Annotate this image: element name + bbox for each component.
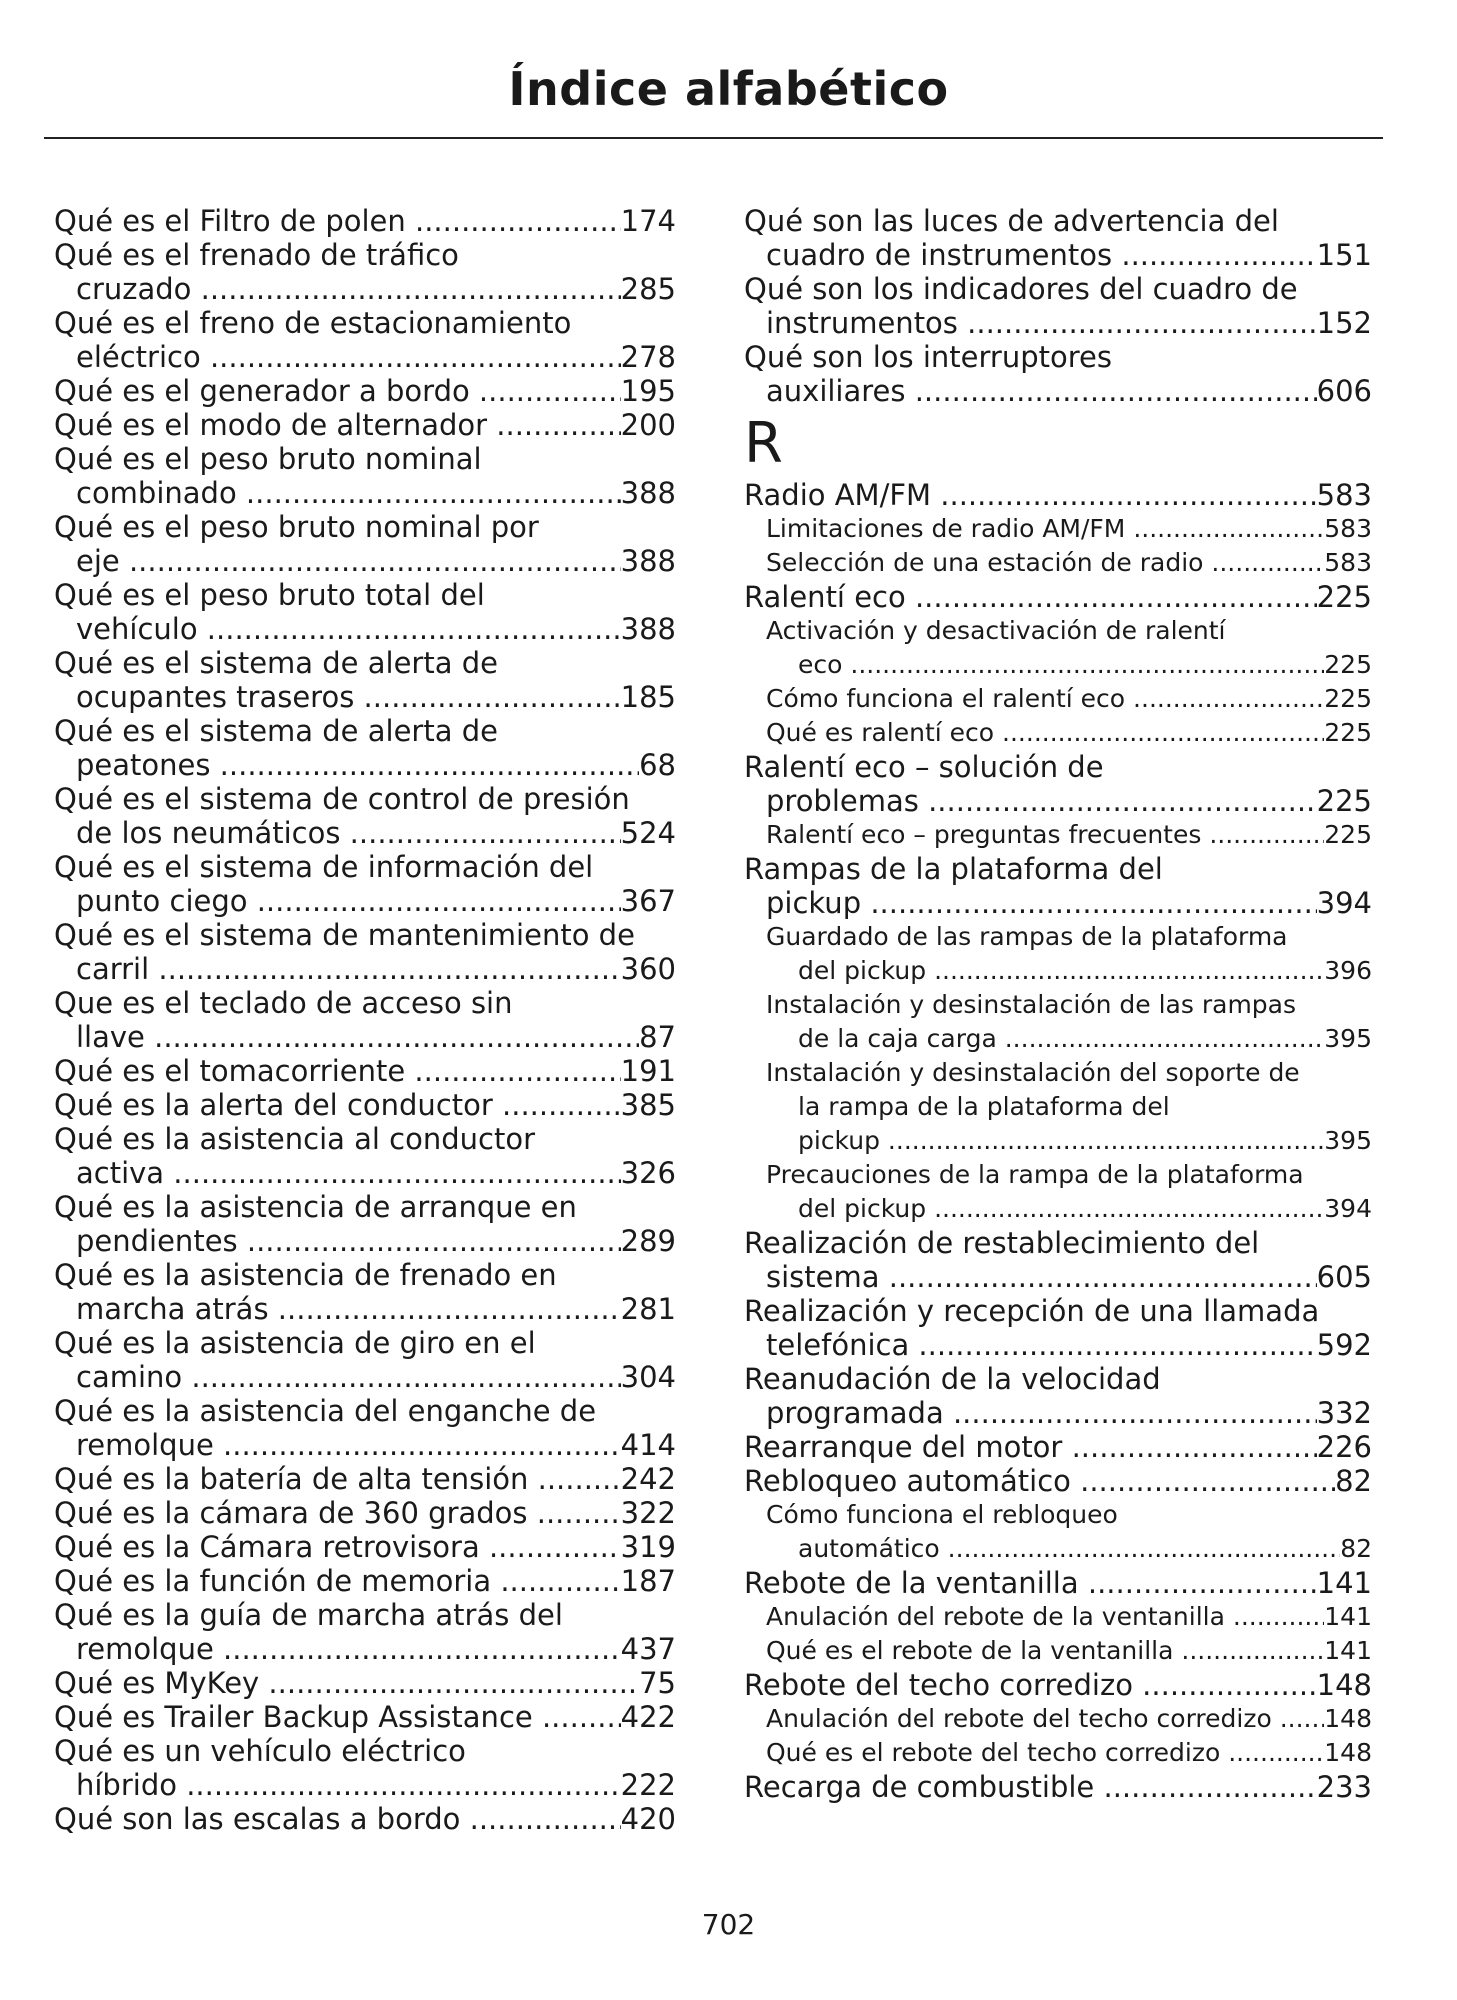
entry-page-number: 225 [1324, 820, 1372, 849]
entry-text: Rebloqueo automático ..... [744, 1464, 1335, 1498]
entry-leader-row [766, 546, 1372, 580]
entry-leader-row [54, 1428, 676, 1462]
entry-text: cuadro de instrumentos ..... [766, 238, 1317, 272]
entry-text: Selección de una estación de radio ..... [766, 546, 1324, 580]
index-entry [54, 986, 676, 1054]
entry-leader-row [54, 1224, 676, 1258]
index-entry [54, 1326, 676, 1394]
entry-leader-row [54, 816, 676, 850]
entry-leader-row [744, 784, 1372, 818]
index-entry [54, 1530, 676, 1564]
entry-text: carril ..... [76, 952, 621, 986]
entry-text: Qué es el Filtro de polen ..... [54, 204, 621, 238]
entry-text: remolque ..... [76, 1428, 621, 1462]
index-entry [744, 1464, 1372, 1498]
index-subentry [744, 988, 1372, 1056]
entry-text-line: Qué es la asistencia de frenado en [54, 1258, 557, 1292]
index-entry [744, 1362, 1372, 1430]
title-divider [44, 137, 1383, 139]
entry-leader-row [766, 1634, 1372, 1668]
entry-leader-row [766, 818, 1372, 852]
entry-page-number: 332 [1316, 1396, 1372, 1430]
entry-page-number: 233 [1316, 1770, 1372, 1804]
entry-leader-row [54, 340, 676, 374]
entry-text-line: Qué es la asistencia al conductor [54, 1122, 535, 1156]
entry-text-line: Qué es un vehículo eléctrico [54, 1734, 466, 1768]
index-entry [744, 1430, 1372, 1464]
entry-text: Radio AM/FM ..... [744, 478, 1317, 512]
entry-text-line: Realización de restablecimiento del [744, 1226, 1260, 1260]
entry-text: telefónica ..... [766, 1328, 1317, 1362]
index-entry [54, 850, 676, 918]
index-subentry [744, 1702, 1372, 1736]
entry-text: del pickup ..... [798, 954, 1324, 988]
index-entry [744, 750, 1372, 818]
entry-text-line: Activación y desactivación de ralentí [766, 616, 1226, 645]
entry-text-line: Qué son los interruptores [744, 340, 1112, 374]
entry-text: de la caja carga ..... [798, 1022, 1324, 1056]
entry-leader-row [54, 204, 676, 238]
entry-page-number: 185 [620, 680, 676, 714]
entry-text-line: Instalación y desinstalación de las rampas [766, 990, 1297, 1019]
index-entry [54, 1802, 676, 1836]
index-column-left [54, 204, 676, 1836]
index-subentry [744, 512, 1372, 546]
entry-leader-row [744, 1430, 1372, 1464]
index-entry [744, 272, 1372, 340]
entry-leader-row [54, 1088, 676, 1122]
entry-leader-row [54, 1632, 676, 1666]
index-entry [54, 442, 676, 510]
index-subentry [744, 1056, 1372, 1158]
entry-leader-row [744, 1464, 1372, 1498]
index-subentry [744, 1736, 1372, 1770]
index-entry [54, 1190, 676, 1258]
entry-leader-row [54, 272, 676, 306]
index-entry [744, 1770, 1372, 1804]
index-entry [54, 646, 676, 714]
entry-leader-row [744, 886, 1372, 920]
entry-text-line: Qué es el sistema de información del [54, 850, 594, 884]
entry-leader-row [54, 1666, 676, 1700]
index-subentry [744, 614, 1372, 682]
index-entry [54, 510, 676, 578]
entry-leader-row [54, 374, 676, 408]
entry-leader-row [54, 1292, 676, 1326]
index-subentry [744, 546, 1372, 580]
entry-page-number: 289 [620, 1224, 676, 1258]
entry-page-number: 414 [620, 1428, 676, 1462]
entry-text: Qué es el tomacorriente ..... [54, 1054, 621, 1088]
entry-text: Qué son las escalas a bordo ..... [54, 1802, 621, 1836]
index-entry [744, 580, 1372, 614]
entry-text-line: Qué es el sistema de alerta de [54, 714, 498, 748]
entry-leader-row [54, 1156, 676, 1190]
entry-text-line: Qué es la asistencia de giro en el [54, 1326, 536, 1360]
index-entry [744, 1566, 1372, 1600]
entry-text: Qué es la función de memoria ..... [54, 1564, 621, 1598]
index-subentry [744, 682, 1372, 716]
entry-leader-row [766, 954, 1372, 988]
entry-text: llave ..... [76, 1020, 639, 1054]
entry-page-number: 360 [620, 952, 676, 986]
entry-text-line: la rampa de la plataforma del [798, 1092, 1170, 1121]
index-subentry [744, 1498, 1372, 1566]
entry-leader-row [54, 1496, 676, 1530]
entry-page-number: 437 [620, 1632, 676, 1666]
entry-page-number: 141 [1324, 1602, 1372, 1631]
index-column-right [744, 204, 1372, 1804]
entry-page-number: 281 [620, 1292, 676, 1326]
entry-text: automático ..... [798, 1532, 1340, 1566]
index-entry [54, 1394, 676, 1462]
entry-leader-row [744, 1668, 1372, 1702]
entry-leader-row [744, 1396, 1372, 1430]
entry-page-number: 605 [1316, 1260, 1372, 1294]
entry-page-number: 396 [1324, 956, 1372, 985]
entry-text: pickup ..... [798, 1124, 1324, 1158]
entry-text: Limitaciones de radio AM/FM ..... [766, 512, 1324, 546]
entry-leader-row [54, 612, 676, 646]
index-entry [54, 578, 676, 646]
index-entry [54, 408, 676, 442]
entry-page-number: 394 [1316, 886, 1372, 920]
index-subentry [744, 1634, 1372, 1668]
entry-leader-row [766, 682, 1372, 716]
entry-text: programada ..... [766, 1396, 1317, 1430]
entry-leader-row [766, 1702, 1372, 1736]
entry-page-number: 82 [1335, 1464, 1372, 1498]
entry-text: sistema ..... [766, 1260, 1317, 1294]
index-entry [744, 1294, 1372, 1362]
index-entry [744, 340, 1372, 408]
entry-page-number: 75 [639, 1666, 676, 1700]
entry-leader-row [54, 1054, 676, 1088]
entry-text-line: Instalación y desinstalación del soporte de [766, 1058, 1300, 1087]
entry-leader-row [766, 1600, 1372, 1634]
entry-text: combinado ..... [76, 476, 621, 510]
index-entry [54, 1700, 676, 1734]
entry-text: eco ..... [798, 648, 1324, 682]
entry-leader-row [744, 1328, 1372, 1362]
entry-leader-row [54, 1530, 676, 1564]
entry-page-number: 148 [1324, 1704, 1372, 1733]
entry-page-number: 583 [1324, 548, 1372, 577]
entry-text-line: Qué es la asistencia del enganche de [54, 1394, 597, 1428]
entry-text: Qué es el rebote de la ventanilla ..... [766, 1634, 1324, 1668]
entry-page-number: 322 [620, 1496, 676, 1530]
entry-leader-row [54, 476, 676, 510]
index-entry [744, 852, 1372, 920]
entry-text: Qué es el rebote del techo corredizo ..... [766, 1736, 1324, 1770]
entry-text: pendientes ..... [76, 1224, 621, 1258]
entry-leader-row [766, 1192, 1372, 1226]
entry-page-number: 606 [1316, 374, 1372, 408]
entry-leader-row [54, 1700, 676, 1734]
entry-leader-row [54, 884, 676, 918]
entry-page-number: 148 [1316, 1668, 1372, 1702]
index-entry [744, 478, 1372, 512]
entry-leader-row [54, 1462, 676, 1496]
entry-text: peatones ..... [76, 748, 639, 782]
entry-leader-row [54, 1020, 676, 1054]
entry-leader-row [744, 306, 1372, 340]
entry-text: punto ciego ..... [76, 884, 621, 918]
entry-page-number: 395 [1324, 1024, 1372, 1053]
entry-page-number: 191 [620, 1054, 676, 1088]
entry-leader-row [54, 1768, 676, 1802]
entry-page-number: 187 [620, 1564, 676, 1598]
entry-page-number: 225 [1324, 684, 1372, 713]
entry-text: Qué es la alerta del conductor ..... [54, 1088, 621, 1122]
entry-text-line: Qué es la asistencia de arranque en [54, 1190, 577, 1224]
index-entry [54, 238, 676, 306]
entry-text-line: Qué es el peso bruto nominal [54, 442, 482, 476]
entry-text: Qué es ralentí eco ..... [766, 716, 1324, 750]
entry-leader-row [744, 478, 1372, 512]
entry-page-number: 141 [1324, 1636, 1372, 1665]
entry-page-number: 388 [620, 612, 676, 646]
entry-page-number: 592 [1316, 1328, 1372, 1362]
entry-page-number: 82 [1340, 1534, 1372, 1563]
entry-page-number: 225 [1316, 784, 1372, 818]
entry-text: activa ..... [76, 1156, 621, 1190]
entry-text: Anulación del rebote del techo corredizo ..... [766, 1702, 1324, 1736]
entry-leader-row [744, 580, 1372, 614]
entry-leader-row [766, 716, 1372, 750]
entry-leader-row [744, 1770, 1372, 1804]
entry-page-number: 388 [620, 476, 676, 510]
index-entry [54, 1734, 676, 1802]
entry-leader-row [744, 1566, 1372, 1600]
entry-page-number: 242 [620, 1462, 676, 1496]
entry-text: Rebote de la ventanilla ..... [744, 1566, 1317, 1600]
index-entry [54, 1666, 676, 1700]
entry-text-line: Qué es el frenado de tráfico [54, 238, 459, 272]
entry-page-number: 367 [620, 884, 676, 918]
index-subentry [744, 920, 1372, 988]
entry-page-number: 225 [1316, 580, 1372, 614]
entry-text: Qué es el modo de alternador ..... [54, 408, 621, 442]
entry-text: ocupantes traseros ..... [76, 680, 621, 714]
index-subentry [744, 818, 1372, 852]
entry-text: Qué es MyKey ..... [54, 1666, 639, 1700]
entry-text: Cómo funciona el ralentí eco ..... [766, 682, 1324, 716]
entry-page-number: 420 [620, 1802, 676, 1836]
entry-leader-row [54, 680, 676, 714]
entry-text: Ralentí eco ..... [744, 580, 1317, 614]
entry-text: Rebote del techo corredizo ..... [744, 1668, 1317, 1702]
entry-text: Rearranque del motor ..... [744, 1430, 1317, 1464]
index-entry [54, 1598, 676, 1666]
entry-page-number: 422 [620, 1700, 676, 1734]
entry-leader-row [744, 1260, 1372, 1294]
entry-page-number: 226 [1316, 1430, 1372, 1464]
entry-page-number: 225 [1324, 650, 1372, 679]
entry-page-number: 68 [639, 748, 676, 782]
entry-leader-row [744, 238, 1372, 272]
entry-text: remolque ..... [76, 1632, 621, 1666]
entry-text-line: Qué es el sistema de control de presión [54, 782, 630, 816]
entry-text-line: Qué es la guía de marcha atrás del [54, 1598, 563, 1632]
entry-page-number: 395 [1324, 1126, 1372, 1155]
entry-page-number: 385 [620, 1088, 676, 1122]
entry-leader-row [766, 1124, 1372, 1158]
entry-text: eléctrico ..... [76, 340, 621, 374]
entry-leader-row [744, 374, 1372, 408]
entry-text: del pickup ..... [798, 1192, 1324, 1226]
entry-text-line: Qué es el peso bruto nominal por [54, 510, 539, 544]
entry-text: Anulación del rebote de la ventanilla ..... [766, 1600, 1324, 1634]
index-entry [54, 782, 676, 850]
entry-page-number: 278 [620, 340, 676, 374]
section-letter: R [744, 411, 783, 476]
entry-page-number: 583 [1316, 478, 1372, 512]
entry-text-line: Ralentí eco – solución de [744, 750, 1104, 784]
entry-page-number: 326 [620, 1156, 676, 1190]
index-entry [744, 1226, 1372, 1294]
entry-page-number: 174 [620, 204, 676, 238]
entry-text-line: Rampas de la plataforma del [744, 852, 1163, 886]
entry-page-number: 200 [620, 408, 676, 442]
entry-text: de los neumáticos ..... [76, 816, 621, 850]
page-title: Índice alfabético [508, 62, 949, 116]
entry-text-line: Qué es el sistema de alerta de [54, 646, 498, 680]
entry-text: Qué es Trailer Backup Assistance ..... [54, 1700, 621, 1734]
entry-page-number: 148 [1324, 1738, 1372, 1767]
entry-leader-row [54, 748, 676, 782]
entry-page-number: 222 [620, 1768, 676, 1802]
entry-leader-row [766, 648, 1372, 682]
index-entry [54, 1054, 676, 1088]
entry-text: auxiliares ..... [766, 374, 1317, 408]
entry-text-line: Que es el teclado de acceso sin [54, 986, 513, 1020]
entry-page-number: 394 [1324, 1194, 1372, 1223]
entry-text-line: Guardado de las rampas de la plataforma [766, 922, 1288, 951]
index-entry [54, 1122, 676, 1190]
entry-leader-row [54, 1564, 676, 1598]
index-entry [54, 204, 676, 238]
entry-text: Recarga de combustible ..... [744, 1770, 1317, 1804]
entry-page-number: 583 [1324, 514, 1372, 543]
entry-leader-row [54, 952, 676, 986]
entry-text-line: Qué es el sistema de mantenimiento de [54, 918, 635, 952]
entry-text: problemas ..... [766, 784, 1317, 818]
entry-text: Qué es la cámara de 360 grados ..... [54, 1496, 621, 1530]
entry-leader-row [766, 1532, 1372, 1566]
entry-leader-row [766, 512, 1372, 546]
entry-page-number: 141 [1316, 1566, 1372, 1600]
index-entry [54, 306, 676, 374]
entry-text: pickup ..... [766, 886, 1317, 920]
entry-text: marcha atrás ..... [76, 1292, 621, 1326]
entry-page-number: 304 [620, 1360, 676, 1394]
entry-text: vehículo ..... [76, 612, 621, 646]
entry-page-number: 225 [1324, 718, 1372, 747]
index-entry [54, 1258, 676, 1326]
entry-text-line: Cómo funciona el rebloqueo [766, 1500, 1118, 1529]
entry-text: cruzado ..... [76, 272, 621, 306]
index-entry [54, 714, 676, 782]
entry-page-number: 151 [1316, 238, 1372, 272]
entry-text-line: Qué es el freno de estacionamiento [54, 306, 572, 340]
entry-page-number: 524 [620, 816, 676, 850]
entry-page-number: 285 [620, 272, 676, 306]
entry-text: Qué es la Cámara retrovisora ..... [54, 1530, 621, 1564]
entry-text: eje ..... [76, 544, 621, 578]
index-subentry [744, 1600, 1372, 1634]
index-entry [744, 1668, 1372, 1702]
entry-text: Qué es el generador a bordo ..... [54, 374, 621, 408]
entry-text: Qué es la batería de alta tensión ..... [54, 1462, 621, 1496]
page-number: 702 [701, 1908, 756, 1941]
entry-page-number: 388 [620, 544, 676, 578]
index-subentry [744, 716, 1372, 750]
index-entry [54, 1088, 676, 1122]
entry-page-number: 319 [620, 1530, 676, 1564]
index-entry [54, 374, 676, 408]
entry-text: Ralentí eco – preguntas frecuentes ..... [766, 818, 1324, 852]
index-entry [54, 1462, 676, 1496]
entry-text-line: Qué son las luces de advertencia del [744, 204, 1279, 238]
entry-text-line: Reanudación de la velocidad [744, 1362, 1161, 1396]
index-entry [744, 204, 1372, 272]
entry-text: camino ..... [76, 1360, 621, 1394]
entry-leader-row [54, 408, 676, 442]
entry-page-number: 152 [1316, 306, 1372, 340]
entry-leader-row [766, 1736, 1372, 1770]
entry-text-line: Qué son los indicadores del cuadro de [744, 272, 1298, 306]
entry-text: híbrido ..... [76, 1768, 621, 1802]
entry-page-number: 87 [639, 1020, 676, 1054]
entry-text-line: Qué es el peso bruto total del [54, 578, 485, 612]
entry-text-line: Realización y recepción de una llamada [744, 1294, 1320, 1328]
index-entry [54, 1564, 676, 1598]
entry-leader-row [766, 1022, 1372, 1056]
index-entry [54, 1496, 676, 1530]
entry-leader-row [54, 1802, 676, 1836]
entry-text-line: Precauciones de la rampa de la plataforma [766, 1160, 1304, 1189]
entry-text: instrumentos ..... [766, 306, 1317, 340]
entry-leader-row [54, 544, 676, 578]
index-subentry [744, 1158, 1372, 1226]
entry-leader-row [54, 1360, 676, 1394]
entry-page-number: 195 [620, 374, 676, 408]
index-entry [54, 918, 676, 986]
